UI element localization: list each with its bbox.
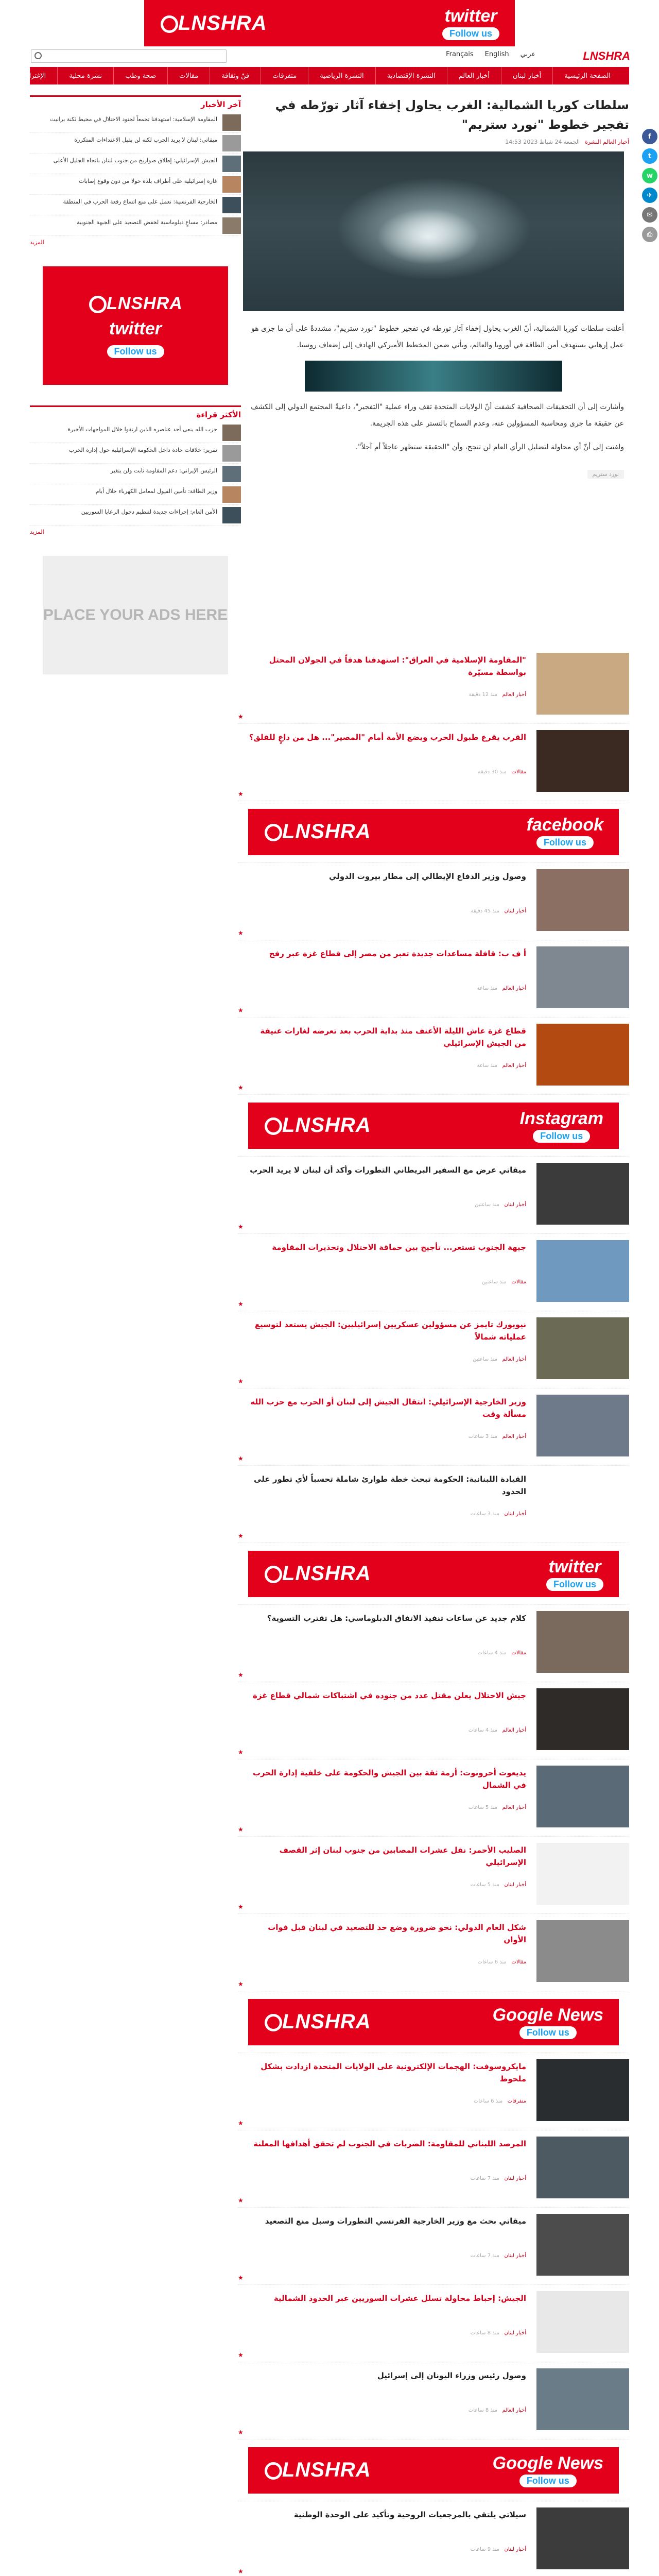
- social-ad-banner[interactable]: [248, 809, 619, 855]
- feed-section[interactable]: أخبار لبنان: [504, 2176, 526, 2181]
- feed-time: منذ ساعتين: [475, 1202, 499, 1208]
- feed-time: منذ 7 ساعات: [470, 2253, 499, 2259]
- email-icon[interactable]: ✉: [642, 207, 657, 223]
- hero-image: [243, 151, 624, 311]
- feed-meta: [469, 1727, 526, 1733]
- social-badge: [493, 2453, 603, 2487]
- whatsapp-icon[interactable]: w: [642, 168, 657, 183]
- sidebar-news-text[interactable]: الأمن العام: إجراءات جديدة لتنظيم دخول الرعايا السوريين: [81, 509, 217, 515]
- feed-section[interactable]: أخبار العالم: [502, 1727, 526, 1733]
- sidebar-news-item[interactable]: [30, 112, 241, 133]
- feed-time: منذ 45 دقيقة: [471, 908, 499, 914]
- feed-section[interactable]: مقالات: [511, 1959, 526, 1965]
- feed-title[interactable]: جيهة الجنوب تستعر... تأجيج بين حماقة الاحتلال وتحذيرات المقاومة: [272, 1243, 526, 1252]
- feed-thumbnail[interactable]: [536, 653, 629, 715]
- feed-section[interactable]: مقالات: [511, 769, 526, 775]
- star-icon: ★: [238, 1300, 244, 1308]
- feed-section[interactable]: أخبار لبنان: [504, 2330, 526, 2336]
- nav-item[interactable]: [0, 67, 11, 84]
- sidebar-thumbnail[interactable]: [222, 217, 241, 234]
- lnshra-logo: LNSHRA: [264, 2459, 371, 2482]
- feed-title[interactable]: نيويورك تايمز عن مسؤولين عسكريين إسرائيليين: الجيش يستعد لتوسيع عملياته شمالاً: [254, 1320, 526, 1342]
- feed-title[interactable]: سيلاتي يلتقي بالمرجعيات الروحية وتأكيد على الوحدة الوطنية: [293, 2510, 526, 2519]
- feed-item[interactable]: [238, 1914, 629, 1991]
- feed-item[interactable]: [238, 1234, 629, 1311]
- feed-thumbnail[interactable]: [536, 1920, 629, 1982]
- twitter-icon[interactable]: t: [642, 148, 657, 164]
- feed-section[interactable]: أخبار العالم: [502, 1805, 526, 1810]
- sidebar-social-ad[interactable]: [43, 266, 228, 385]
- social-badge: [520, 1109, 604, 1143]
- lnshra-logo: LNSHRA: [264, 2010, 371, 2033]
- feed-item[interactable]: [238, 647, 629, 724]
- social-badge: [527, 815, 603, 849]
- language-link-arabic[interactable]: عربي: [520, 50, 535, 58]
- sidebar-news-text[interactable]: الجيش الإسرائيلي: إطلاق صواريخ من جنوب لبنان باتجاه الجليل الأعلى: [53, 157, 217, 164]
- social-network-label: Google News: [492, 2453, 603, 2473]
- feed-thumbnail[interactable]: [536, 2368, 629, 2430]
- article-section[interactable]: أخبار العالم النشرة: [585, 139, 629, 145]
- feed-ad[interactable]: [238, 801, 629, 863]
- nav-item[interactable]: أخبار العالم: [447, 67, 501, 84]
- feed-item[interactable]: [238, 1157, 629, 1234]
- feed-item[interactable]: [238, 2208, 629, 2285]
- sidebar-thumbnail[interactable]: [222, 135, 241, 151]
- social-ad-banner[interactable]: [248, 1999, 619, 2045]
- feed-time: منذ 5 ساعات: [470, 1882, 499, 1888]
- feed-title[interactable]: جيش الاحتلال يعلن مقتل عدد من جنوده في اشتباكات شمالي قطاع غزة: [252, 1691, 526, 1700]
- social-badge: [546, 1557, 603, 1591]
- feed-ad[interactable]: [238, 2439, 629, 2501]
- feed-section[interactable]: أخبار العالم: [502, 692, 526, 698]
- feed-thumbnail[interactable]: [536, 1240, 629, 1302]
- feed-section[interactable]: مقالات: [511, 1279, 526, 1285]
- star-icon: ★: [238, 1378, 244, 1385]
- feed-meta: [471, 1882, 526, 1888]
- feed-item[interactable]: [238, 1311, 629, 1388]
- feed-meta: [471, 2176, 526, 2181]
- feed-meta: [469, 692, 526, 698]
- sidebar-news-text[interactable]: وزير الطاقة: تأمين الفيول لمعامل الكهرباء خلال أيام: [95, 488, 217, 495]
- feed-title[interactable]: قطاع غزة عاش الليلة الأعنف منذ بداية الحرب بعد تعرضه لغارات عنيفة من الجيش الإسرائيلي: [260, 1026, 526, 1048]
- sidebar-news-item[interactable]: [30, 133, 241, 154]
- feed-item[interactable]: [238, 863, 629, 940]
- feed-title[interactable]: القيادة اللبنانية: الحكومة تبحث خطة طوارئ شاملة تحسباً لأي تطور على الحدود: [254, 1475, 526, 1496]
- feed-thumbnail[interactable]: [536, 2059, 629, 2121]
- feed-ad[interactable]: [238, 1991, 629, 2053]
- latest-news-box: [30, 95, 241, 246]
- sidebar-news-item[interactable]: [30, 464, 241, 484]
- feed-thumbnail[interactable]: [536, 1317, 629, 1379]
- social-network-label: facebook: [526, 815, 603, 835]
- article-paragraph: ولفتت إلى أنّ أي محاولة لتضليل الرأي العام لن تنجح، وأن "الحقيقة ستظهر عاجلاً أم آجلاً".: [355, 443, 624, 451]
- feed-thumbnail[interactable]: [536, 1843, 629, 1905]
- twitter-label: twitter: [109, 318, 162, 338]
- feed-meta: [475, 1202, 526, 1208]
- lnshra-logo: LNSHRA: [264, 1562, 371, 1585]
- feed-thumbnail[interactable]: [536, 2507, 629, 2569]
- nav-item[interactable]: الصفحة الرئيسية: [552, 67, 622, 84]
- feed-title[interactable]: شكل العام الدولي: نحو ضرورة وضع حد للتصعيد في لبنان قبل فوات الأوان: [268, 1923, 526, 1944]
- star-icon: ★: [238, 2120, 244, 2127]
- site-logo[interactable]: LNSHRA: [583, 49, 630, 62]
- star-icon: ★: [238, 1532, 244, 1539]
- feed-section[interactable]: أخبار لبنان: [504, 908, 526, 914]
- feed-thumbnail[interactable]: [536, 2214, 629, 2276]
- feed-thumbnail[interactable]: [536, 946, 629, 1008]
- article-tag[interactable]: نورد ستريم: [587, 470, 624, 479]
- latest-news-title: آخر الأخبار: [200, 100, 241, 109]
- feed-meta: [471, 1511, 526, 1517]
- sidebar-news-text[interactable]: حزب الله ينعى أحد عناصره الذين ارتقوا خلال المواجهات الأخيرة: [67, 426, 217, 433]
- social-badge: [493, 2005, 603, 2039]
- feed-thumbnail[interactable]: [536, 2137, 629, 2198]
- feed-meta: [478, 769, 526, 775]
- lnshra-logo: LNSHRA: [160, 12, 267, 35]
- feed-time: منذ 6 ساعات: [477, 1959, 507, 1965]
- top-banner-ad[interactable]: [144, 0, 515, 46]
- feed-section[interactable]: أخبار العالم: [502, 1434, 526, 1439]
- star-icon: ★: [238, 1826, 244, 1833]
- feed-item[interactable]: [238, 1466, 629, 1543]
- feed-title[interactable]: ميقاتي عرض مع السفير البريطاني التطورات وأكد أن لبنان لا يريد الحرب: [250, 1165, 526, 1175]
- star-icon: ★: [238, 2568, 244, 2575]
- sidebar-thumbnail[interactable]: [222, 114, 241, 131]
- feed-title[interactable]: الصليب الأحمر: نقل عشرات المصابين من جنوب لبنان إثر القصف الإسرائيلي: [279, 1845, 526, 1867]
- feed-meta: [469, 2408, 526, 2413]
- follow-us-button[interactable]: Follow us: [536, 836, 594, 849]
- feed-thumbnail[interactable]: [536, 1024, 629, 1086]
- placeholder-ad-text: PLACE YOUR ADS HERE: [43, 606, 228, 623]
- feed-item[interactable]: [238, 1837, 629, 1914]
- article-date: الجمعة 24 شباط 2023 14:53: [505, 139, 580, 145]
- latest-more-link[interactable]: المزيد: [30, 239, 44, 246]
- feed-thumbnail[interactable]: [536, 1472, 629, 1534]
- nav-item[interactable]: النشرة الرياضية: [308, 67, 375, 84]
- feed-section[interactable]: أخبار العالم: [502, 1357, 526, 1362]
- feed-time: منذ 4 ساعات: [468, 1727, 498, 1733]
- sidebar-news-item[interactable]: [30, 195, 241, 215]
- article-paragraph: أعلنت سلطات كوريا الشمالية، أنّ الغرب يحاول إخفاء آثار تورطه في تفجير خطوط "نورد ستريم"، مشددةً على أن ما جرى هو عمل إرهابي يستهدف أمن الطاقة في أوروبا والعالم، ويأتي ضمن المخطط الأميركي الهادف إلى إضعاف روسيا.: [251, 325, 624, 349]
- feed-title[interactable]: أ ف ب: قافلة مساعدات جديدة تعبر من مصر إلى قطاع غزة عبر رفح: [269, 949, 526, 958]
- feed-time: منذ 8 ساعات: [468, 2408, 498, 2413]
- feed-meta: [474, 2098, 526, 2104]
- most-read-box: [30, 405, 241, 535]
- feed-time: منذ 12 دقيقة: [469, 692, 498, 698]
- social-ad-banner[interactable]: [248, 2447, 619, 2494]
- sidebar-thumbnail[interactable]: [222, 197, 241, 213]
- sidebar-news-text[interactable]: الرئيس الإيراني: دعم المقاومة ثابت ولن يتغير: [110, 467, 217, 474]
- feed-title[interactable]: وصول وزير الدفاع الإيطالي إلى مطار بيروت الدولي: [328, 872, 526, 881]
- feed-time: منذ 4 ساعات: [477, 1650, 507, 1656]
- feed-section[interactable]: متفرقات: [507, 2098, 526, 2104]
- follow-us-button[interactable]: Follow us: [519, 2026, 577, 2039]
- feed-time: منذ 8 ساعات: [470, 2330, 499, 2336]
- star-icon: ★: [238, 1007, 244, 1014]
- social-network-label: Google News: [492, 2005, 603, 2025]
- feed-meta: [471, 2547, 526, 2552]
- sidebar-news-item[interactable]: [30, 484, 241, 505]
- feed-thumbnail[interactable]: [536, 1163, 629, 1225]
- feed-meta: [477, 1063, 526, 1069]
- follow-us-button[interactable]: Follow us: [533, 1130, 590, 1143]
- search-input[interactable]: [31, 49, 227, 63]
- feed-item[interactable]: [238, 1018, 629, 1095]
- nav-item[interactable]: فنّ وثقافة: [210, 67, 261, 84]
- sidebar-news-item[interactable]: [30, 443, 241, 464]
- feed-time: منذ ساعة: [477, 1063, 498, 1069]
- feed-meta: [482, 1279, 526, 1285]
- sidebar-news-text[interactable]: المقاومة الإسلامية: استهدفنا تجمعاً لجنود الاحتلال في محيط ثكنة برانيت: [50, 116, 217, 123]
- feed-thumbnail[interactable]: [536, 869, 629, 931]
- sidebar-thumbnail[interactable]: [222, 176, 241, 193]
- feed-item[interactable]: [238, 940, 629, 1018]
- follow-us-button[interactable]: Follow us: [107, 345, 164, 358]
- follow-us-button[interactable]: Follow us: [442, 27, 499, 40]
- star-icon: ★: [238, 2274, 244, 2281]
- sidebar-news-text[interactable]: مصادر: مساعٍ دبلوماسية لخفض التصعيد على الجبهة الجنوبية: [77, 219, 217, 226]
- lnshra-logo: LNSHRA: [88, 294, 183, 314]
- sidebar-thumbnail[interactable]: [222, 466, 241, 482]
- sidebar-news-text[interactable]: تقرير: خلافات حادة داخل الحكومة الإسرائيلية حول إدارة الحرب: [68, 447, 217, 453]
- main-navigation: [23, 67, 629, 84]
- sidebar-news-item[interactable]: [30, 154, 241, 174]
- sidebar-thumbnail[interactable]: [222, 445, 241, 462]
- star-icon: ★: [238, 1980, 244, 1988]
- star-icon: ★: [238, 1084, 244, 1091]
- feed-thumbnail[interactable]: [536, 730, 629, 792]
- news-feed: [238, 647, 629, 2576]
- most-read-title: الأكثر قراءة: [196, 410, 241, 419]
- feed-title[interactable]: وزير الخارجية الإسرائيلي: انتقال الجيش إلى لبنان أو الحرب مع حزب الله مسألة وقت: [250, 1397, 526, 1419]
- language-link-english[interactable]: English: [484, 50, 509, 58]
- lnshra-logo: LNSHRA: [264, 1114, 371, 1137]
- feed-item[interactable]: [238, 1605, 629, 1682]
- print-icon[interactable]: ⎙: [642, 227, 657, 242]
- star-icon: ★: [238, 1223, 244, 1230]
- sidebar-thumbnail[interactable]: [222, 486, 241, 503]
- feed-time: منذ 9 ساعات: [470, 2547, 499, 2552]
- social-ad-banner[interactable]: [248, 1551, 619, 1597]
- nav-item[interactable]: صحة وطب: [113, 67, 167, 84]
- nav-item[interactable]: نشرة محلية: [57, 67, 113, 84]
- feed-section[interactable]: أخبار لبنان: [504, 1882, 526, 1888]
- feed-title[interactable]: كلام جديد عن ساعات تنفيذ الاتفاق الدبلوماسي: هل تقترب التسوية؟: [267, 1614, 526, 1623]
- article-paragraph: وأشارت إلى أن التحقيقات الصحافية كشفت أنّ الولايات المتحدة تقف وراء عملية "التفجير"، داعيةً المجتمع الدولي إلى الكشف عن حقيقة ما جرى ومحاسبة المسؤولين عنه، وعدم السماح بالتستر على هذه الجريمة.: [251, 403, 624, 428]
- sidebar: [30, 95, 241, 674]
- feed-section[interactable]: أخبار لبنان: [504, 2547, 526, 2552]
- gas-leak-center: [377, 208, 480, 265]
- feed-item[interactable]: [238, 1759, 629, 1837]
- sidebar-news-text[interactable]: الخارجية الفرنسية: نعمل على منع اتساع رقعة الحرب في المنطقة: [63, 198, 217, 205]
- sidebar-news-item[interactable]: [30, 215, 241, 236]
- feed-section[interactable]: أخبار العالم: [502, 1063, 526, 1069]
- star-icon: ★: [238, 790, 244, 798]
- search-icon[interactable]: [34, 52, 42, 59]
- feed-time: منذ 3 ساعات: [468, 1434, 498, 1439]
- feed-meta: [478, 1959, 526, 1965]
- sidebar-news-item[interactable]: [30, 505, 241, 526]
- feed-time: منذ 3 ساعات: [470, 1511, 499, 1517]
- social-network-label: twitter: [548, 1556, 601, 1577]
- feed-thumbnail[interactable]: [536, 1688, 629, 1750]
- sidebar-thumbnail[interactable]: [222, 507, 241, 523]
- twitter-label: twitter: [444, 6, 497, 26]
- feed-title[interactable]: القرب يقرع طبول الحرب ويضع الأمة أمام "المصير"... هل من داعٍ للقلق؟: [249, 733, 526, 742]
- sidebar-news-text[interactable]: غارة إسرائيلية على أطراف بلدة حولا من دون وقوع إصابات: [79, 178, 217, 184]
- feed-ad[interactable]: [238, 1095, 629, 1157]
- feed-section[interactable]: أخبار العالم: [502, 986, 526, 991]
- feed-title[interactable]: "المقاومة الإسلامية في العراق": استهدفنا هدفاً في الجولان المحتل بواسطة مسيّرة: [269, 655, 526, 677]
- share-rail: [640, 129, 659, 246]
- social-ad-banner[interactable]: [248, 1103, 619, 1149]
- feed-meta: [469, 1805, 526, 1810]
- lnshra-logo: LNSHRA: [264, 820, 371, 843]
- feed-thumbnail[interactable]: [536, 1395, 629, 1456]
- sidebar-news-text[interactable]: ميقاتي: لبنان لا يريد الحرب لكنه لن يقبل الاعتداءات المتكررة: [74, 137, 217, 143]
- feed-item[interactable]: [238, 2053, 629, 2130]
- feed-item[interactable]: [238, 2501, 629, 2576]
- feed-thumbnail[interactable]: [536, 1766, 629, 1827]
- sidebar-thumbnail[interactable]: [222, 156, 241, 172]
- follow-us-button[interactable]: Follow us: [519, 2475, 577, 2487]
- feed-section[interactable]: أخبار لبنان: [504, 1202, 526, 1208]
- feed-item[interactable]: [238, 1682, 629, 1759]
- sidebar-thumbnail[interactable]: [222, 425, 241, 441]
- star-icon: ★: [238, 713, 244, 720]
- feed-meta: [471, 2330, 526, 2336]
- sidebar-news-item[interactable]: [30, 422, 241, 443]
- feed-title[interactable]: الجيش: إحباط محاولة تسلل عشرات السوريين عبر الحدود الشمالية: [273, 2294, 526, 2303]
- feed-item[interactable]: [238, 2285, 629, 2362]
- feed-title[interactable]: وصول رئيس وزراء اليونان إلى إسرائيل: [377, 2371, 526, 2380]
- star-icon: ★: [238, 1671, 244, 1679]
- article-title: سلطات كوريا الشمالية: الغرب يحاول إخفاء آثار تورّطه في تفجير خطوط "نورد ستريم": [275, 98, 629, 132]
- feed-thumbnail[interactable]: [536, 2291, 629, 2353]
- follow-us-button[interactable]: Follow us: [546, 1578, 603, 1591]
- feed-title[interactable]: يديعوت أحرونوت: أزمة ثقة بين الجيش والحكومة على خلفية إدارة الحرب في الشمال: [252, 1768, 526, 1790]
- nav-item[interactable]: النشرة الإقتصادية: [375, 67, 447, 84]
- feed-title[interactable]: المرصد اللبناني للمقاومة: الضربات في الجنوب لم تحقق أهدافها المعلنة: [253, 2139, 526, 2148]
- sidebar-news-item[interactable]: [30, 174, 241, 195]
- feed-meta: [477, 986, 526, 991]
- feed-meta: [471, 908, 526, 914]
- social-network-label: Instagram: [519, 1108, 603, 1128]
- star-icon: ★: [238, 929, 244, 937]
- placeholder-ad[interactable]: [43, 556, 228, 674]
- feed-item[interactable]: [238, 2362, 629, 2439]
- language-links: [446, 50, 535, 58]
- nav-item[interactable]: مقالات: [167, 67, 210, 84]
- language-link-french[interactable]: Français: [446, 50, 474, 58]
- star-icon: ★: [238, 2429, 244, 2436]
- feed-item[interactable]: [238, 1388, 629, 1466]
- twitter-badge: [442, 6, 499, 40]
- inline-ad[interactable]: [305, 361, 562, 392]
- feed-section[interactable]: مقالات: [511, 1650, 526, 1656]
- star-icon: ★: [238, 2197, 244, 2204]
- facebook-icon[interactable]: f: [642, 129, 657, 144]
- feed-item[interactable]: [238, 2130, 629, 2208]
- telegram-icon[interactable]: ✈: [642, 188, 657, 203]
- feed-title[interactable]: مايكروسوفت: الهجمات الإلكترونية على الولايات المتحدة ازدادت بشكل ملحوظ: [261, 2062, 526, 2083]
- nav-item[interactable]: الإغتراب: [11, 67, 58, 84]
- feed-time: منذ 7 ساعات: [470, 2176, 499, 2181]
- feed-meta: [471, 2253, 526, 2259]
- feed-meta: [473, 1357, 526, 1362]
- article-meta: [238, 139, 629, 145]
- feed-title[interactable]: ميقاتي بحث مع وزير الخارجية الفرنسي التطورات وسبل منع التصعيد: [265, 2216, 526, 2226]
- star-icon: ★: [238, 1903, 244, 1910]
- nav-item[interactable]: متفرقات: [261, 67, 308, 84]
- feed-section[interactable]: أخبار لبنان: [504, 2253, 526, 2259]
- feed-section[interactable]: أخبار العالم: [502, 2408, 526, 2413]
- feed-time: منذ ساعتين: [473, 1357, 498, 1362]
- feed-time: منذ 30 دقيقة: [478, 769, 507, 775]
- feed-meta: [478, 1650, 526, 1656]
- feed-time: منذ 6 ساعات: [474, 2098, 503, 2104]
- feed-ad[interactable]: [238, 1543, 629, 1605]
- feed-time: منذ ساعة: [477, 986, 498, 991]
- star-icon: ★: [238, 2351, 244, 2359]
- feed-thumbnail[interactable]: [536, 1611, 629, 1673]
- feed-meta: [469, 1434, 526, 1439]
- feed-time: منذ 5 ساعات: [468, 1805, 498, 1810]
- article: [238, 95, 629, 479]
- feed-item[interactable]: [238, 724, 629, 801]
- feed-time: منذ ساعتين: [482, 1279, 507, 1285]
- nav-item[interactable]: أخبار لبنان: [501, 67, 552, 84]
- star-icon: ★: [238, 1749, 244, 1756]
- most-read-more-link[interactable]: المزيد: [30, 529, 44, 535]
- feed-section[interactable]: أخبار لبنان: [504, 1511, 526, 1517]
- star-icon: ★: [238, 1455, 244, 1462]
